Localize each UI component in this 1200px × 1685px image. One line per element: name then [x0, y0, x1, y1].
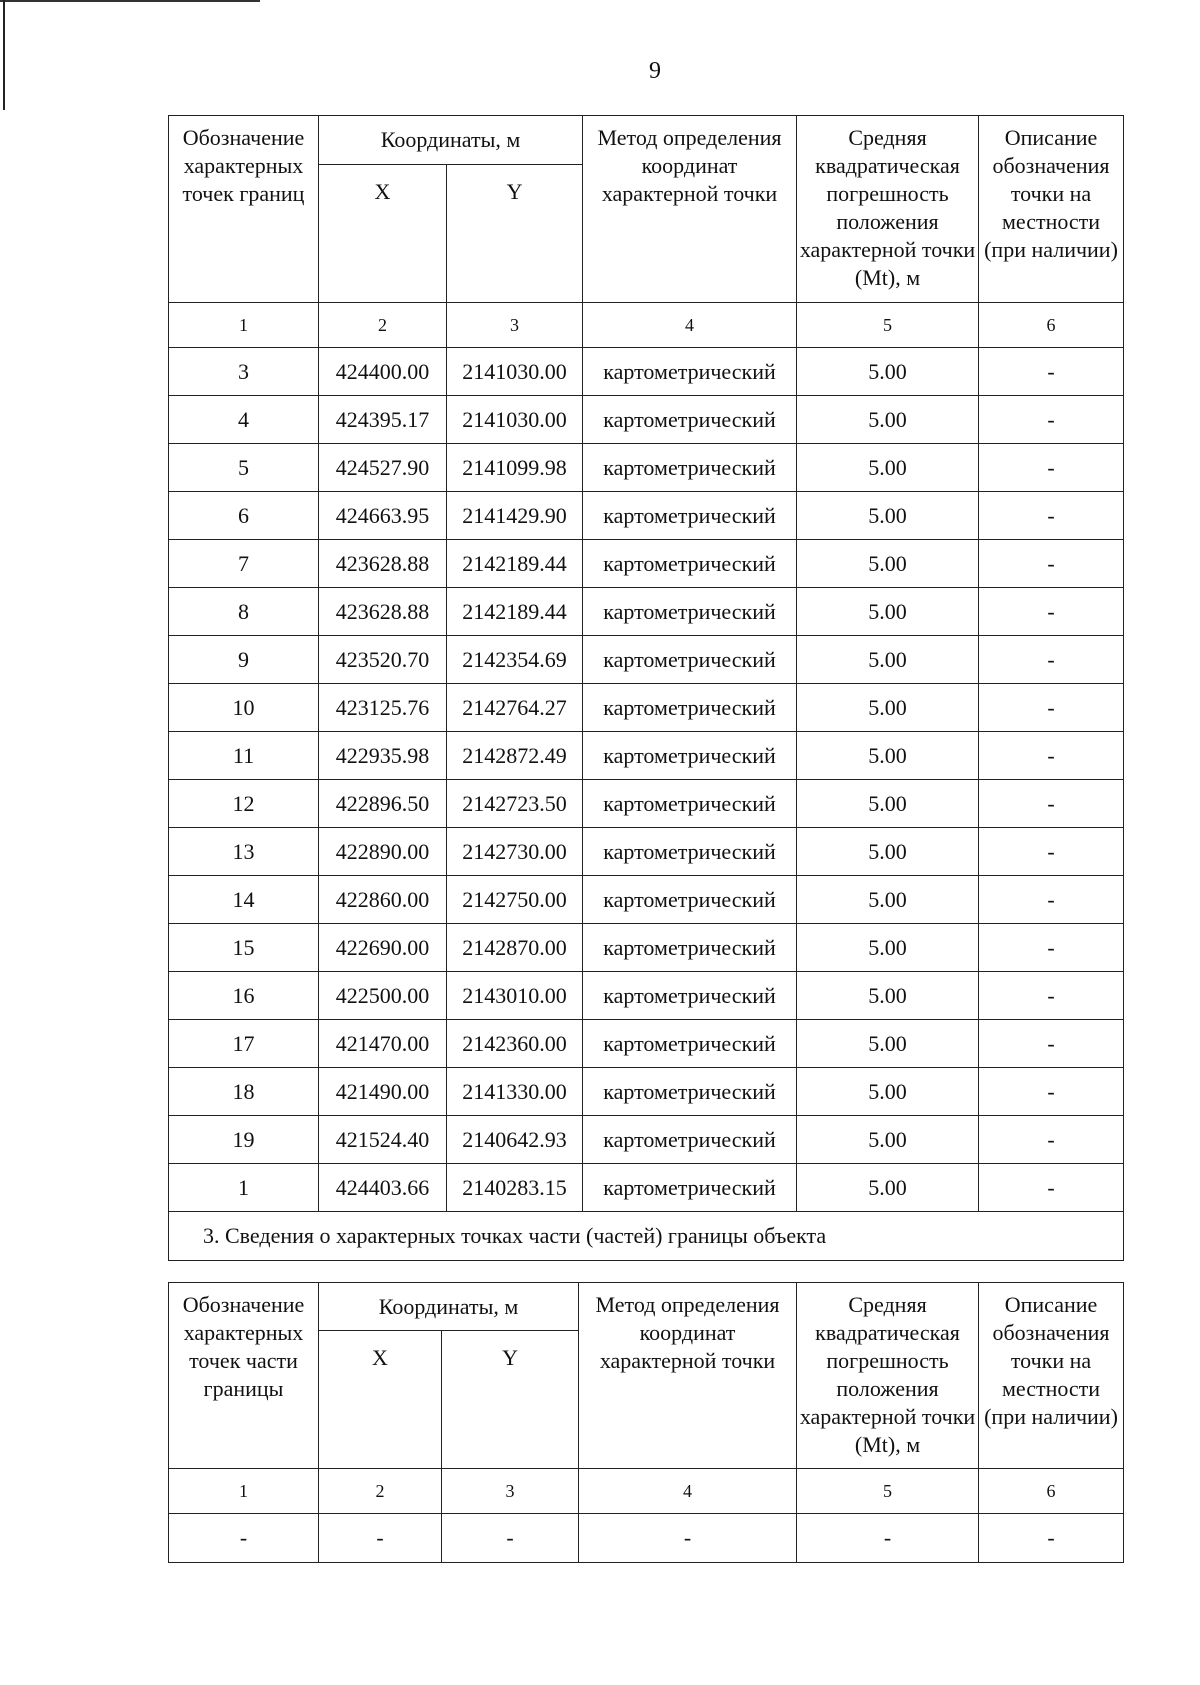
cell-method: картометрический	[583, 924, 797, 972]
cell-error: 5.00	[797, 1020, 979, 1068]
cell-method: картометрический	[583, 1164, 797, 1212]
cell-method: картометрический	[583, 396, 797, 444]
cell-description: -	[979, 828, 1124, 876]
table-row	[169, 636, 1124, 684]
cell-error: 5.00	[797, 540, 979, 588]
sub-header-description: Описание обозначения точки на местности (при наличии)	[979, 1283, 1124, 1469]
cell-x: 422935.98	[319, 732, 447, 780]
cell-error: 5.00	[797, 492, 979, 540]
cell-y: 2141099.98	[447, 444, 583, 492]
cell-description: -	[979, 684, 1124, 732]
column-number: 6	[979, 303, 1124, 348]
cell-y: 2142750.00	[447, 876, 583, 924]
table-row	[169, 828, 1124, 876]
cell-x: 421470.00	[319, 1020, 447, 1068]
cell-description: -	[979, 1020, 1124, 1068]
cell-y: 2143010.00	[447, 972, 583, 1020]
table-row	[169, 684, 1124, 732]
cell-error: 5.00	[797, 1068, 979, 1116]
cell-point: 16	[169, 972, 319, 1020]
column-number: 1	[169, 1469, 319, 1514]
cell-y: 2142189.44	[447, 588, 583, 636]
cell-y: 2141030.00	[447, 348, 583, 396]
column-number: 2	[319, 303, 447, 348]
cell-x: 422690.00	[319, 924, 447, 972]
table-row	[169, 540, 1124, 588]
table-row	[169, 492, 1124, 540]
header-description: Описание обозначения точки на местности (при наличии)	[979, 116, 1124, 303]
cell-method: картометрический	[583, 972, 797, 1020]
cell-description: -	[979, 636, 1124, 684]
cell-y: 2141030.00	[447, 396, 583, 444]
cell-description: -	[979, 876, 1124, 924]
sub-header-mean-error: Средняя квадратическая погрешность положения характерной точки (Mt), м	[797, 1283, 979, 1469]
cell-error: 5.00	[797, 732, 979, 780]
cell-x: 423628.88	[319, 588, 447, 636]
header-y: Y	[447, 165, 583, 303]
column-number: 2	[319, 1469, 442, 1514]
cell-point: 12	[169, 780, 319, 828]
table-row	[169, 732, 1124, 780]
cell-point: 7	[169, 540, 319, 588]
part-boundary-points-body	[169, 1514, 1124, 1563]
cell-error: 5.00	[797, 444, 979, 492]
cell-method: картометрический	[583, 636, 797, 684]
cell-description: -	[979, 540, 1124, 588]
cell-x: 424527.90	[319, 444, 447, 492]
cell-description: -	[979, 492, 1124, 540]
cell-x: 421490.00	[319, 1068, 447, 1116]
cell-x: 423125.76	[319, 684, 447, 732]
cell-x: 424403.66	[319, 1164, 447, 1212]
table-row	[169, 972, 1124, 1020]
cell-method: картометрический	[583, 1068, 797, 1116]
cell-y: 2142354.69	[447, 636, 583, 684]
section-title: 3. Сведения о характерных точках части (частей) границы объекта	[169, 1212, 1124, 1261]
cell-point: 14	[169, 876, 319, 924]
cell-error: 5.00	[797, 972, 979, 1020]
cell-error: 5.00	[797, 780, 979, 828]
cell-point: 3	[169, 348, 319, 396]
cell-method: картометрический	[583, 684, 797, 732]
column-number: 1	[169, 303, 319, 348]
scan-edge-line	[0, 0, 260, 2]
sub-header-method: Метод определения координат характерной точки	[579, 1283, 797, 1469]
cell-point: -	[169, 1514, 319, 1563]
cell-error: 5.00	[797, 876, 979, 924]
sub-header-point-designation: Обозначение характерных точек части границы	[169, 1283, 319, 1469]
cell-description: -	[979, 972, 1124, 1020]
cell-error: 5.00	[797, 828, 979, 876]
cell-description: -	[979, 588, 1124, 636]
cell-x: 421524.40	[319, 1116, 447, 1164]
cell-error: 5.00	[797, 636, 979, 684]
cell-y: 2142730.00	[447, 828, 583, 876]
table-row	[169, 444, 1124, 492]
table-row	[169, 1068, 1124, 1116]
cell-error: 5.00	[797, 1164, 979, 1212]
column-number: 3	[442, 1469, 579, 1514]
cell-error: 5.00	[797, 588, 979, 636]
cell-method: картометрический	[583, 540, 797, 588]
cell-point: 5	[169, 444, 319, 492]
cell-point: 13	[169, 828, 319, 876]
cell-x: -	[319, 1514, 442, 1563]
cell-method: картометрический	[583, 492, 797, 540]
cell-method: -	[579, 1514, 797, 1563]
cell-y: -	[442, 1514, 579, 1563]
column-number: 5	[797, 303, 979, 348]
cell-y: 2141330.00	[447, 1068, 583, 1116]
table-row	[169, 876, 1124, 924]
column-number: 6	[979, 1469, 1124, 1514]
cell-description: -	[979, 444, 1124, 492]
boundary-points-table	[168, 115, 1124, 1261]
cell-y: 2142723.50	[447, 780, 583, 828]
cell-point: 1	[169, 1164, 319, 1212]
sub-column-numbers-row	[169, 1469, 1124, 1514]
cell-point: 8	[169, 588, 319, 636]
column-number: 3	[447, 303, 583, 348]
cell-y: 2140283.15	[447, 1164, 583, 1212]
header-mean-error: Средняя квадратическая погрешность положения характерной точки (Mt), м	[797, 116, 979, 303]
cell-method: картометрический	[583, 588, 797, 636]
cell-x: 423520.70	[319, 636, 447, 684]
cell-description: -	[979, 1514, 1124, 1563]
cell-point: 6	[169, 492, 319, 540]
cell-method: картометрический	[583, 1020, 797, 1068]
cell-x: 424395.17	[319, 396, 447, 444]
table-row	[169, 924, 1124, 972]
cell-x: 424400.00	[319, 348, 447, 396]
cell-description: -	[979, 732, 1124, 780]
cell-method: картометрический	[583, 732, 797, 780]
column-number: 4	[579, 1469, 797, 1514]
table-row	[169, 588, 1124, 636]
cell-y: 2142360.00	[447, 1020, 583, 1068]
table-row	[169, 396, 1124, 444]
cell-method: картометрический	[583, 1116, 797, 1164]
cell-description: -	[979, 780, 1124, 828]
cell-description: -	[979, 348, 1124, 396]
sub-header-x: X	[319, 1331, 442, 1469]
sub-header-y: Y	[442, 1331, 579, 1469]
sub-header-coordinates: Координаты, м	[319, 1283, 579, 1331]
header-point-designation: Обозначение характерных точек границ	[169, 116, 319, 303]
cell-error: 5.00	[797, 684, 979, 732]
cell-method: картометрический	[583, 780, 797, 828]
table-row	[169, 780, 1124, 828]
cell-x: 422896.50	[319, 780, 447, 828]
cell-method: картометрический	[583, 828, 797, 876]
cell-point: 9	[169, 636, 319, 684]
column-number: 4	[583, 303, 797, 348]
cell-x: 423628.88	[319, 540, 447, 588]
cell-method: картометрический	[583, 444, 797, 492]
cell-point: 19	[169, 1116, 319, 1164]
cell-y: 2141429.90	[447, 492, 583, 540]
table-row	[169, 1514, 1124, 1563]
header-coordinates: Координаты, м	[319, 116, 583, 165]
header-method: Метод определения координат характерной точки	[583, 116, 797, 303]
header-x: X	[319, 165, 447, 303]
cell-y: 2142870.00	[447, 924, 583, 972]
column-numbers-row	[169, 303, 1124, 348]
cell-x: 422860.00	[319, 876, 447, 924]
cell-y: 2142189.44	[447, 540, 583, 588]
cell-y: 2142872.49	[447, 732, 583, 780]
table-row	[169, 348, 1124, 396]
cell-description: -	[979, 1068, 1124, 1116]
cell-point: 18	[169, 1068, 319, 1116]
cell-description: -	[979, 396, 1124, 444]
cell-error: 5.00	[797, 924, 979, 972]
cell-error: 5.00	[797, 348, 979, 396]
cell-error: 5.00	[797, 1116, 979, 1164]
table-row	[169, 1116, 1124, 1164]
cell-error: -	[797, 1514, 979, 1563]
cell-y: 2142764.27	[447, 684, 583, 732]
cell-description: -	[979, 1116, 1124, 1164]
cell-x: 422500.00	[319, 972, 447, 1020]
cell-point: 4	[169, 396, 319, 444]
cell-point: 15	[169, 924, 319, 972]
cell-x: 422890.00	[319, 828, 447, 876]
cell-point: 17	[169, 1020, 319, 1068]
cell-point: 11	[169, 732, 319, 780]
table-row	[169, 1020, 1124, 1068]
cell-x: 424663.95	[319, 492, 447, 540]
cell-error: 5.00	[797, 396, 979, 444]
table-row	[169, 1164, 1124, 1212]
cell-description: -	[979, 1164, 1124, 1212]
page-number: 9	[649, 58, 661, 84]
cell-method: картометрический	[583, 348, 797, 396]
part-boundary-points-table	[168, 1282, 1124, 1563]
scan-left-rule	[3, 0, 5, 110]
boundary-points-body	[169, 348, 1124, 1212]
cell-point: 10	[169, 684, 319, 732]
column-number: 5	[797, 1469, 979, 1514]
cell-description: -	[979, 924, 1124, 972]
cell-method: картометрический	[583, 876, 797, 924]
cell-y: 2140642.93	[447, 1116, 583, 1164]
